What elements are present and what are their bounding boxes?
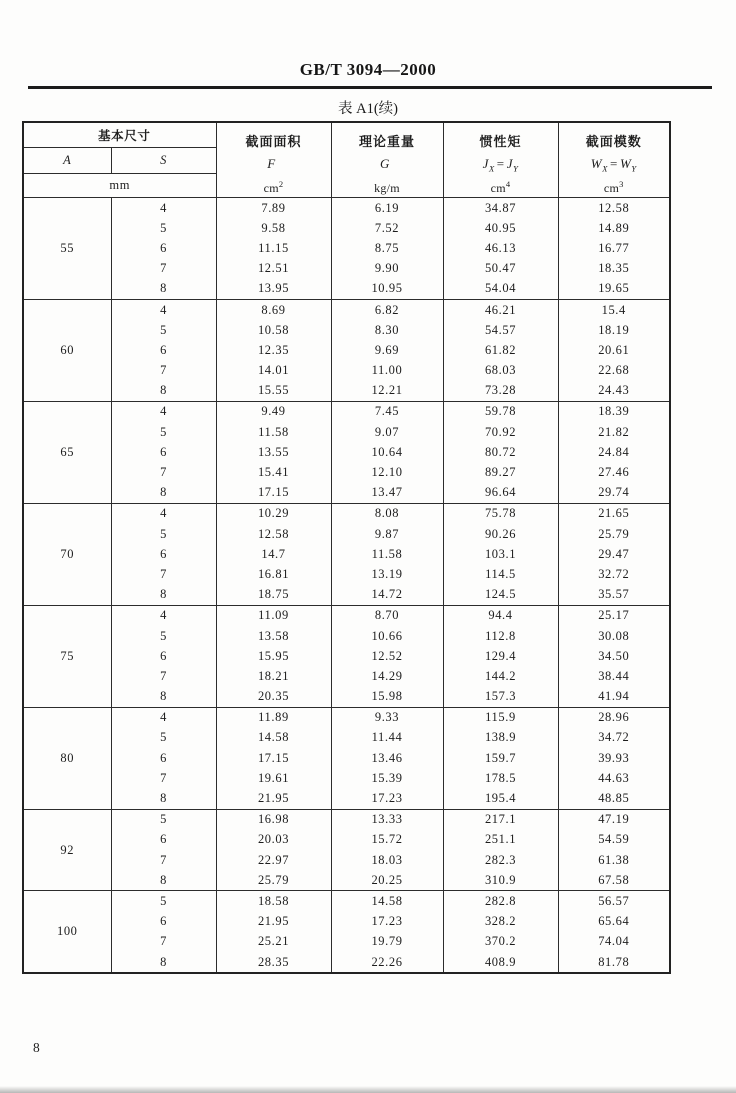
data-cell: 56.57 [558, 891, 670, 912]
standard-code-heading: GB/T 3094—2000 [299, 60, 437, 79]
size-s-value: 7 [111, 462, 216, 482]
data-cell: 12.58 [558, 198, 670, 219]
data-cell: 6.82 [331, 299, 443, 320]
data-cell: 14.72 [331, 585, 443, 606]
data-cell: 67.58 [558, 870, 670, 891]
data-cell: 282.8 [443, 891, 558, 912]
table-row [23, 218, 670, 238]
table-row [23, 788, 670, 809]
size-s-value: 5 [111, 728, 216, 748]
data-cell: 12.21 [331, 381, 443, 402]
data-cell: 16.81 [216, 564, 331, 584]
size-s-value: 4 [111, 605, 216, 626]
size-s-value: 5 [111, 422, 216, 442]
data-cell: 10.29 [216, 503, 331, 524]
column-header-inertia [443, 122, 558, 198]
size-s-value: 6 [111, 238, 216, 258]
data-cell: 6.19 [331, 198, 443, 219]
table-row [23, 524, 670, 544]
size-s-value: 8 [111, 788, 216, 809]
size-s-value: 6 [111, 830, 216, 850]
data-cell: 25.17 [558, 605, 670, 626]
data-cell: 144.2 [443, 666, 558, 686]
data-cell: 9.07 [331, 422, 443, 442]
size-a-value: 60 [23, 299, 111, 401]
size-a-value: 100 [23, 891, 111, 973]
dim-unit-header: mm [23, 174, 216, 198]
size-s-value: 7 [111, 932, 216, 952]
data-cell: 15.41 [216, 462, 331, 482]
size-s-value: 8 [111, 687, 216, 708]
table-title: 表 A1(续) [337, 101, 398, 117]
table-row [23, 259, 670, 279]
data-cell: 11.44 [331, 728, 443, 748]
table-row [23, 728, 670, 748]
data-cell: 12.35 [216, 340, 331, 360]
size-s-value: 4 [111, 707, 216, 728]
data-cell: 13.58 [216, 626, 331, 646]
data-cell: 7.45 [331, 401, 443, 422]
data-cell: 9.90 [331, 259, 443, 279]
table-row [23, 870, 670, 891]
data-cell: 159.7 [443, 748, 558, 768]
data-cell: 15.39 [331, 768, 443, 788]
data-cell: 328.2 [443, 912, 558, 932]
data-cell: 48.85 [558, 788, 670, 809]
data-cell: 17.23 [331, 788, 443, 809]
basic-size-header: 基本尺寸 [23, 122, 216, 148]
table-row [23, 279, 670, 300]
data-cell: 12.58 [216, 524, 331, 544]
column-name: 截面面积 [245, 133, 302, 149]
table-row [23, 483, 670, 504]
column-name: 理论重量 [358, 133, 415, 149]
size-s-value: 7 [111, 564, 216, 584]
size-s-value: 6 [111, 912, 216, 932]
data-cell: 7.52 [331, 218, 443, 238]
data-cell: 54.57 [443, 320, 558, 340]
size-s-value: 8 [111, 585, 216, 606]
data-cell: 112.8 [443, 626, 558, 646]
size-s-value: 6 [111, 340, 216, 360]
data-cell: 34.50 [558, 646, 670, 666]
column-symbol: G [380, 155, 390, 171]
data-cell: 17.15 [216, 748, 331, 768]
data-cell: 11.09 [216, 605, 331, 626]
data-cell: 13.19 [331, 564, 443, 584]
data-cell: 11.89 [216, 707, 331, 728]
size-a-value: 80 [23, 707, 111, 809]
table-row [23, 830, 670, 850]
data-cell: 15.95 [216, 646, 331, 666]
table-row [23, 605, 670, 626]
table-row [23, 585, 670, 606]
data-cell: 157.3 [443, 687, 558, 708]
data-cell: 90.26 [443, 524, 558, 544]
size-a-value: 55 [23, 198, 111, 300]
data-cell: 10.64 [331, 442, 443, 462]
data-cell: 370.2 [443, 932, 558, 952]
size-s-value: 6 [111, 442, 216, 462]
data-cell: 178.5 [443, 768, 558, 788]
data-cell: 28.96 [558, 707, 670, 728]
table-row [23, 850, 670, 870]
data-cell: 20.61 [558, 340, 670, 360]
column-symbol: $W_X = W_Y$ [590, 155, 637, 174]
data-cell: 103.1 [443, 544, 558, 564]
data-cell: 17.15 [216, 483, 331, 504]
column-symbol: F [267, 155, 276, 171]
data-cell: 14.58 [331, 891, 443, 912]
table-row [23, 361, 670, 381]
data-cell: 22.68 [558, 361, 670, 381]
table-row [23, 626, 670, 646]
data-cell: 15.55 [216, 381, 331, 402]
data-cell: 10.58 [216, 320, 331, 340]
data-cell: 81.78 [558, 952, 670, 973]
data-cell: 13.55 [216, 442, 331, 462]
dim-a-header: A [23, 148, 111, 174]
data-cell: 18.21 [216, 666, 331, 686]
data-cell: 38.44 [558, 666, 670, 686]
data-cell: 30.08 [558, 626, 670, 646]
data-cell: 14.01 [216, 361, 331, 381]
data-cell: 13.33 [331, 809, 443, 830]
data-cell: 74.04 [558, 932, 670, 952]
data-cell: 20.35 [216, 687, 331, 708]
data-cell: 20.03 [216, 830, 331, 850]
data-cell: 94.4 [443, 605, 558, 626]
dim-s-header: S [111, 148, 216, 174]
data-cell: 13.95 [216, 279, 331, 300]
data-cell: 15.72 [331, 830, 443, 850]
data-cell: 14.29 [331, 666, 443, 686]
size-s-value: 4 [111, 401, 216, 422]
data-cell: 75.78 [443, 503, 558, 524]
data-cell: 65.64 [558, 912, 670, 932]
data-cell: 29.47 [558, 544, 670, 564]
table-row [23, 503, 670, 524]
data-cell: 114.5 [443, 564, 558, 584]
data-cell: 8.75 [331, 238, 443, 258]
data-cell: 9.87 [331, 524, 443, 544]
size-s-value: 8 [111, 381, 216, 402]
column-header-weight [331, 122, 443, 198]
table-row [23, 707, 670, 728]
size-s-value: 7 [111, 361, 216, 381]
data-cell: 9.33 [331, 707, 443, 728]
size-s-value: 5 [111, 809, 216, 830]
data-cell: 12.52 [331, 646, 443, 666]
data-cell: 19.79 [331, 932, 443, 952]
data-cell: 8.69 [216, 299, 331, 320]
data-cell: 18.19 [558, 320, 670, 340]
size-s-value: 4 [111, 503, 216, 524]
table-body [23, 198, 670, 974]
table-row [23, 381, 670, 402]
data-cell: 22.26 [331, 952, 443, 973]
scan-bottom-edge [0, 1086, 736, 1093]
data-cell: 24.84 [558, 442, 670, 462]
table-row [23, 666, 670, 686]
data-cell: 17.23 [331, 912, 443, 932]
data-cell: 22.97 [216, 850, 331, 870]
size-s-value: 8 [111, 279, 216, 300]
size-s-value: 6 [111, 748, 216, 768]
size-s-value: 5 [111, 524, 216, 544]
data-cell: 15.4 [558, 299, 670, 320]
data-cell: 11.00 [331, 361, 443, 381]
data-cell: 251.1 [443, 830, 558, 850]
data-cell: 29.74 [558, 483, 670, 504]
data-cell: 59.78 [443, 401, 558, 422]
data-cell: 24.43 [558, 381, 670, 402]
data-cell: 18.03 [331, 850, 443, 870]
column-header-modulus [558, 122, 670, 198]
data-cell: 34.87 [443, 198, 558, 219]
data-cell: 32.72 [558, 564, 670, 584]
data-cell: 21.82 [558, 422, 670, 442]
size-s-value: 5 [111, 891, 216, 912]
data-cell: 9.49 [216, 401, 331, 422]
data-cell: 408.9 [443, 952, 558, 973]
data-cell: 27.46 [558, 462, 670, 482]
data-cell: 89.27 [443, 462, 558, 482]
data-cell: 41.94 [558, 687, 670, 708]
size-a-value: 92 [23, 809, 111, 891]
data-cell: 18.75 [216, 585, 331, 606]
column-unit: $cm^2$ [263, 179, 284, 196]
data-cell: 50.47 [443, 259, 558, 279]
data-cell: 21.95 [216, 912, 331, 932]
size-s-value: 4 [111, 198, 216, 219]
data-cell: 28.35 [216, 952, 331, 973]
data-cell: 25.79 [216, 870, 331, 891]
data-cell: 25.79 [558, 524, 670, 544]
data-cell: 217.1 [443, 809, 558, 830]
data-cell: 310.9 [443, 870, 558, 891]
table-row [23, 401, 670, 422]
data-cell: 13.47 [331, 483, 443, 504]
data-cell: 8.70 [331, 605, 443, 626]
data-cell: 46.21 [443, 299, 558, 320]
data-cell: 8.30 [331, 320, 443, 340]
data-cell: 96.64 [443, 483, 558, 504]
data-cell: 11.58 [216, 422, 331, 442]
data-cell: 70.92 [443, 422, 558, 442]
data-cell: 7.89 [216, 198, 331, 219]
column-unit: $cm^4$ [490, 179, 511, 196]
size-s-value: 5 [111, 320, 216, 340]
table-row [23, 320, 670, 340]
data-cell: 35.57 [558, 585, 670, 606]
data-cell: 12.51 [216, 259, 331, 279]
table-row [23, 198, 670, 219]
data-cell: 15.98 [331, 687, 443, 708]
data-cell: 11.15 [216, 238, 331, 258]
page-number: 8 [33, 1040, 40, 1055]
data-cell: 9.58 [216, 218, 331, 238]
column-unit: kg/m [374, 181, 400, 196]
table-row [23, 891, 670, 912]
size-s-value: 8 [111, 952, 216, 973]
table-row [23, 299, 670, 320]
data-cell: 46.13 [443, 238, 558, 258]
table-row [23, 238, 670, 258]
data-cell: 54.59 [558, 830, 670, 850]
size-s-value: 7 [111, 768, 216, 788]
table-row [23, 442, 670, 462]
table-row [23, 687, 670, 708]
table-row [23, 422, 670, 442]
size-s-value: 6 [111, 544, 216, 564]
size-s-value: 8 [111, 483, 216, 504]
table-row [23, 768, 670, 788]
data-cell: 61.82 [443, 340, 558, 360]
size-a-value: 75 [23, 605, 111, 707]
table-row [23, 952, 670, 973]
column-name: 截面模数 [585, 133, 642, 149]
data-cell: 73.28 [443, 381, 558, 402]
data-cell: 11.58 [331, 544, 443, 564]
header-rule [28, 86, 712, 89]
size-s-value: 7 [111, 259, 216, 279]
data-cell: 8.08 [331, 503, 443, 524]
data-cell: 195.4 [443, 788, 558, 809]
size-s-value: 7 [111, 850, 216, 870]
size-a-value: 65 [23, 401, 111, 503]
column-header-area [216, 122, 331, 198]
size-s-value: 5 [111, 626, 216, 646]
data-cell: 21.95 [216, 788, 331, 809]
data-cell: 18.35 [558, 259, 670, 279]
data-cell: 9.69 [331, 340, 443, 360]
data-cell: 10.95 [331, 279, 443, 300]
column-name: 惯性矩 [479, 133, 522, 149]
data-cell: 80.72 [443, 442, 558, 462]
data-cell: 34.72 [558, 728, 670, 748]
data-cell: 13.46 [331, 748, 443, 768]
data-cell: 19.61 [216, 768, 331, 788]
data-cell: 61.38 [558, 850, 670, 870]
table-header [23, 122, 670, 198]
table-row [23, 809, 670, 830]
column-symbol: $J_X = J_Y$ [482, 155, 519, 174]
data-cell: 20.25 [331, 870, 443, 891]
data-cell: 282.3 [443, 850, 558, 870]
size-s-value: 4 [111, 299, 216, 320]
table-row [23, 564, 670, 584]
table-row [23, 544, 670, 564]
table-row [23, 932, 670, 952]
size-s-value: 8 [111, 870, 216, 891]
data-cell: 14.89 [558, 218, 670, 238]
data-cell: 14.7 [216, 544, 331, 564]
size-s-value: 6 [111, 646, 216, 666]
size-s-value: 5 [111, 218, 216, 238]
data-cell: 54.04 [443, 279, 558, 300]
data-cell: 115.9 [443, 707, 558, 728]
data-cell: 25.21 [216, 932, 331, 952]
data-cell: 12.10 [331, 462, 443, 482]
size-a-value: 70 [23, 503, 111, 605]
data-cell: 21.65 [558, 503, 670, 524]
data-cell: 10.66 [331, 626, 443, 646]
table-row [23, 340, 670, 360]
data-cell: 44.63 [558, 768, 670, 788]
data-cell: 39.93 [558, 748, 670, 768]
data-cell: 47.19 [558, 809, 670, 830]
size-s-value: 7 [111, 666, 216, 686]
table-row [23, 748, 670, 768]
data-cell: 138.9 [443, 728, 558, 748]
section-properties-table [22, 121, 671, 974]
data-cell: 68.03 [443, 361, 558, 381]
table-row [23, 462, 670, 482]
table-row [23, 912, 670, 932]
data-cell: 16.98 [216, 809, 331, 830]
data-cell: 19.65 [558, 279, 670, 300]
data-cell: 18.58 [216, 891, 331, 912]
data-cell: 40.95 [443, 218, 558, 238]
column-unit: $cm^3$ [603, 179, 624, 196]
data-cell: 16.77 [558, 238, 670, 258]
table-row [23, 646, 670, 666]
data-cell: 129.4 [443, 646, 558, 666]
data-cell: 124.5 [443, 585, 558, 606]
data-cell: 14.58 [216, 728, 331, 748]
data-cell: 18.39 [558, 401, 670, 422]
